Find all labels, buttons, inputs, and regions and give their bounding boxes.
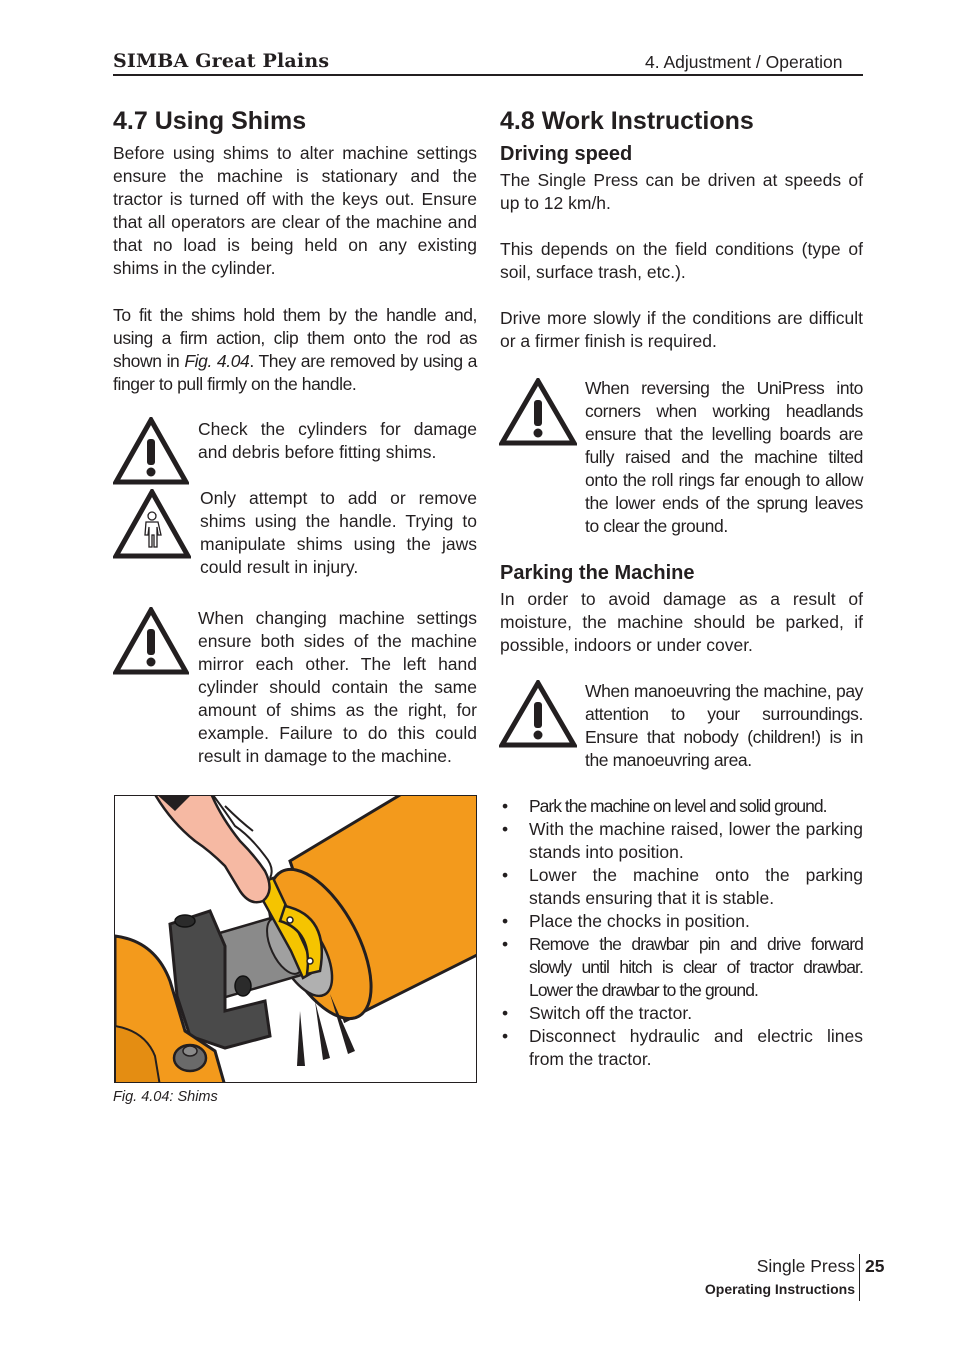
section-header: 4. Adjustment / Operation [645,52,843,72]
drive-slowly-paragraph: Drive more slowly if the conditions are difficult or a firmer finish is required. [500,308,863,351]
parking-steps-list [500,795,863,1071]
warning-triangle-icon [499,378,577,446]
shims-intro-paragraph: Before using shims to alter machine settings ensure the machine is stationary and the tractor is turned off with the keys out. Ensure that all operators are clear of the machine and that no load is being held on any existing shims in the cylinder. [113,143,477,278]
figure-reference: Fig. 4.04 [184,351,250,371]
footer-title: Single Press [756,1256,855,1276]
brand-logo: SIMBA Great Plains [113,50,330,72]
list-item: • Park the machine on level and solid ground. [502,796,827,816]
warning-manoeuvring: When manoeuvring the machine, pay attention to your surroundings. Ensure that nobody (children!) is in the manoeuvring area. [585,681,863,770]
field-conditions-paragraph: This depends on the field conditions (type of soil, surface trash, etc.). [500,239,863,282]
warning-use-handle: Only attempt to add or remove shims using the handle. Trying to manipulate shims using the jaws could result in injury. [200,488,477,577]
operator-person-icon [113,489,191,559]
list-item: • Disconnect hydraulic and electric lines from the tractor. [502,1026,863,1069]
driving-speed-paragraph: The Single Press can be driven at speeds of up to 12 km/h. [500,170,863,213]
list-item: • Remove the drawbar pin and drive forward slowly until hitch is clear of tractor drawbar. Lower the drawbar to the ground. [502,934,863,1000]
list-item: • Switch off the tractor. [502,1003,693,1023]
figure-shims-illustration [114,795,477,1083]
figure-caption: Fig. 4.04: Shims [113,1089,218,1105]
warning-reversing: When reversing the UniPress into corners when working headlands ensure that the levelling boards are fully raised and the machine tilted onto the roll rings far enough to allow the lower ends of the sprung leaves to clear the ground. [585,378,863,536]
heading-using-shims: 4.7 Using Shims [113,107,307,135]
warning-mirror-settings: When changing machine settings ensure both sides of the machine mirror each other. The left hand cylinder should contain the same amount of shims as the right, for example. Failure to do this could result in damage to the machine. [198,608,477,766]
header-rule [113,74,863,76]
warning-triangle-icon [499,680,577,748]
warning-check-cylinders: Check the cylinders for damage and debris before fitting shims. [198,419,477,462]
footer-subtitle: Operating Instructions [704,1281,855,1297]
shims-fitting-paragraph: To fit the shims hold them by the handle and, using a firm action, clip them onto the rod as shown in Fig. 4.04. They are removed by using a finger to pull firmly on the handle. [113,305,477,394]
heading-work-instructions: 4.8 Work Instructions [500,107,754,135]
footer-divider [859,1254,860,1301]
list-item: • Place the chocks in position. [502,911,750,931]
subheading-parking: Parking the Machine [500,562,695,584]
parking-paragraph: In order to avoid damage as a result of moisture, the machine should be parked, if possible, indoors or under cover. [500,589,863,655]
warning-triangle-icon [113,607,189,675]
page-number: 25 [865,1256,885,1276]
subheading-driving-speed: Driving speed [500,143,633,165]
list-item: • With the machine raised, lower the parking stands into position. [502,819,863,862]
warning-triangle-icon [113,417,189,485]
list-item: • Lower the machine onto the parking stands ensuring that it is stable. [502,865,863,908]
